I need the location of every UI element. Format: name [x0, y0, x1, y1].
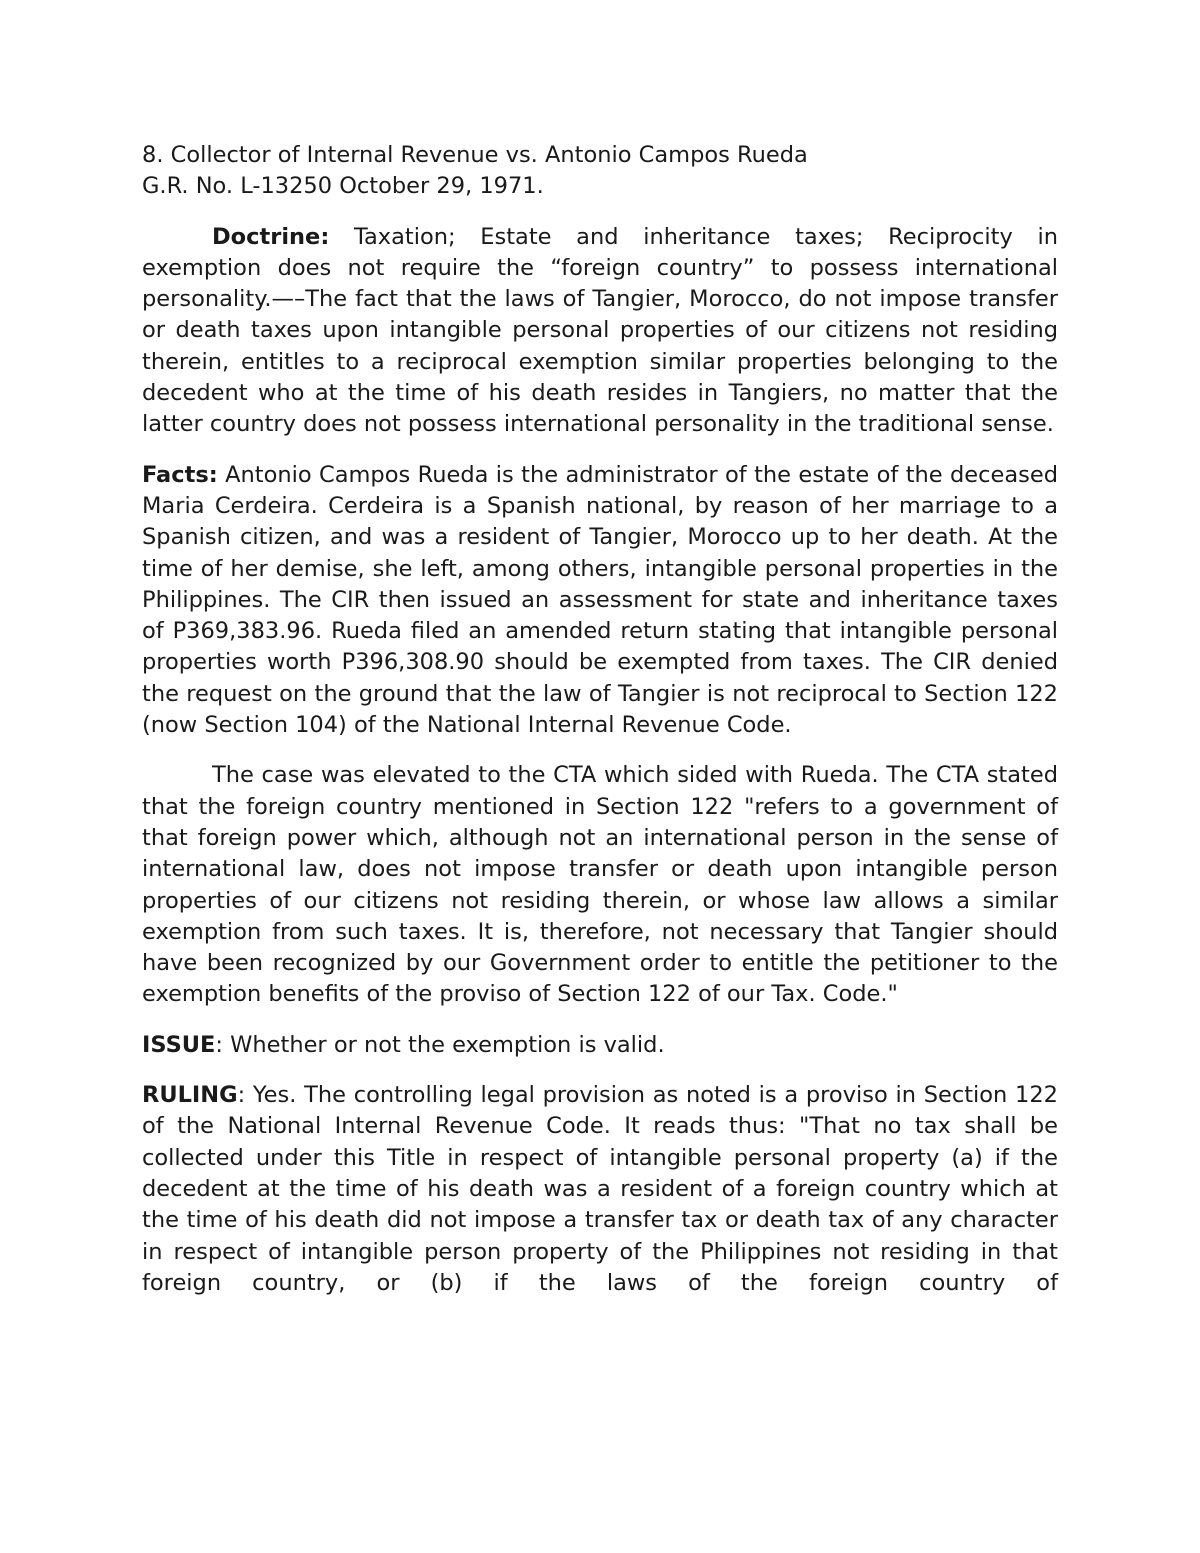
ruling-text: : Yes. The controlling legal provision as noted is a proviso in Section 122 of the National Internal Revenue Code. It reads thus: "That no tax shall be collected under this Title in respect of intangible personal property (a) if the decedent at the time of his death was a resident of a foreign country which at the time of his death did not impose a transfer tax or death tax of any character in respect of intangible person property of the Philippines not residing in that foreign country, or (b) if the laws of the foreign country of	[142, 1082, 1058, 1296]
doctrine-text: Taxation; Estate and inheritance taxes; Reciprocity in exemption does not require the “foreign country” to possess international personality.—–The fact that the laws of Tangier, Morocco, do not impose transfer or death taxes upon intangible personal properties of our citizens not residing therein, entitles to a reciprocal exemption similar properties belonging to the decedent who at the time of his death resides in Tangiers, no matter that the latter country does not possess international personality in the traditional sense.	[142, 223, 1058, 438]
doctrine-paragraph	[142, 222, 1058, 441]
issue-paragraph	[142, 1030, 1058, 1061]
cta-paragraph: The case was elevated to the CTA which sided with Rueda. The CTA stated that the foreign country mentioned in Section 122 "refers to a government of that foreign power which, although not an international person in the sense of international law, does not impose transfer or death upon intangible person properties of our citizens not residing therein, or whose law allows a similar exemption from such taxes. It is, therefore, not necessary that Tangier should have been recognized by our Government order to entitle the petitioner to the exemption benefits of the proviso of Section 122 of our Tax. Code."	[142, 762, 1058, 1008]
facts-label: Facts:	[142, 461, 218, 488]
ruling-label: RULING	[142, 1082, 238, 1109]
document-page	[142, 140, 1058, 1318]
case-number-date: G.R. No. L-13250 October 29, 1971.	[142, 173, 544, 200]
case-title: 8. Collector of Internal Revenue vs. Antonio Campos Rueda	[142, 142, 808, 168]
facts-text: Antonio Campos Rueda is the administrator of the estate of the deceased Maria Cerdeira. Cerdeira is a Spanish national, by reason of her marriage to a Spanish citizen, and was a resident of Tangier, Morocco up to her death. At the time of her demise, she left, among others, intangible personal properties in the Philippines. The CIR then issued an assessment for state and inheritance taxes of P369,383.96. Rueda filed an amended return stating that intangible personal properties worth P396,308.90 should be exempted from taxes. The CIR denied the request on the ground that the law of Tangier is not reciprocal to Section 122 (now Section 104) of the National Internal Revenue Code.	[142, 461, 1058, 739]
issue-text: : Whether or not the exemption is valid.	[215, 1031, 665, 1058]
doctrine-label: Doctrine:	[212, 223, 330, 250]
spacer	[142, 203, 1058, 222]
ruling-paragraph	[142, 1080, 1058, 1299]
issue-label: ISSUE	[142, 1031, 216, 1058]
facts-paragraph	[142, 460, 1058, 742]
